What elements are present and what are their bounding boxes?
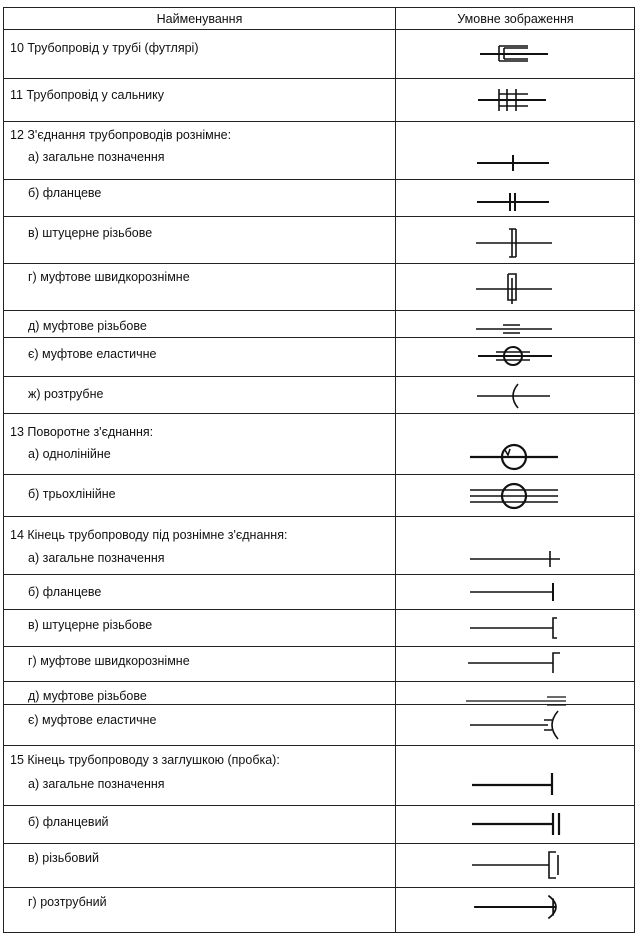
row-label: г) розтрубний (28, 895, 107, 909)
row-label: б) фланцевий (28, 815, 109, 829)
row-divider (4, 78, 634, 79)
row-label: д) муфтове різьбове (28, 689, 147, 703)
plug-flange-icon (396, 804, 635, 844)
end-union-threaded-icon (396, 608, 635, 648)
row-label: а) загальне позначення (28, 150, 165, 164)
symbols-table (3, 7, 635, 933)
row-label: д) муфтове різьбове (28, 319, 147, 333)
end-quick-coupling-icon (396, 643, 635, 683)
row-label: є) муфтове еластичне (28, 347, 157, 361)
row-divider (4, 263, 634, 264)
row-divider (4, 29, 634, 30)
row-label: в) штуцерне різьбове (28, 618, 153, 632)
joint-socket-icon (396, 376, 635, 416)
row-label: 14 Кінець трубопроводу під рознімне з'єднання: (10, 528, 288, 542)
row-label: в) різьбовий (28, 851, 99, 865)
joint-union-threaded-icon (396, 223, 635, 263)
row-label: в) штуцерне різьбове (28, 226, 153, 240)
joint-general-icon (396, 143, 635, 183)
row-label: г) муфтове швидкорознімне (28, 654, 190, 668)
row-label: а) загальне позначення (28, 777, 165, 791)
swivel-single-line-icon (396, 437, 635, 477)
plug-threaded-icon (396, 845, 635, 885)
row-label: а) однолінійне (28, 447, 111, 461)
row-label: ж) розтрубне (28, 387, 104, 401)
row-divider (4, 121, 634, 122)
row-label: 10 Трубопровід у трубі (футлярі) (10, 41, 199, 55)
joint-elastic-coupling-icon (396, 336, 635, 376)
row-label: б) фланцеве (28, 585, 102, 599)
joint-quick-coupling-icon (396, 268, 635, 308)
joint-flange-icon (396, 182, 635, 222)
plug-general-icon (396, 765, 635, 805)
row-label: є) муфтове еластичне (28, 713, 157, 727)
plug-socket-icon (396, 887, 635, 927)
pipe-in-casing-icon (396, 34, 635, 74)
row-label: 11 Трубопровід у сальнику (10, 88, 165, 102)
row-label: б) трьохлінійне (28, 487, 116, 501)
end-elastic-coupling-icon (396, 705, 635, 745)
pipe-in-gland-icon (396, 80, 635, 120)
row-label: а) загальне позначення (28, 551, 165, 565)
row-divider (4, 745, 634, 746)
swivel-three-line-icon (396, 476, 635, 516)
row-label: 15 Кінець трубопроводу з заглушкою (пробка): (10, 753, 280, 767)
header-symbol: Умовне зображення (457, 12, 574, 26)
row-label: г) муфтове швидкорознімне (28, 270, 190, 284)
row-divider (4, 516, 634, 517)
row-label: 13 Поворотне з'єднання: (10, 425, 154, 439)
row-label: 12 З'єднання трубопроводів рознімне: (10, 128, 232, 142)
header-name: Найменування (156, 12, 243, 26)
end-flange-icon (396, 572, 635, 612)
row-label: б) фланцеве (28, 186, 102, 200)
